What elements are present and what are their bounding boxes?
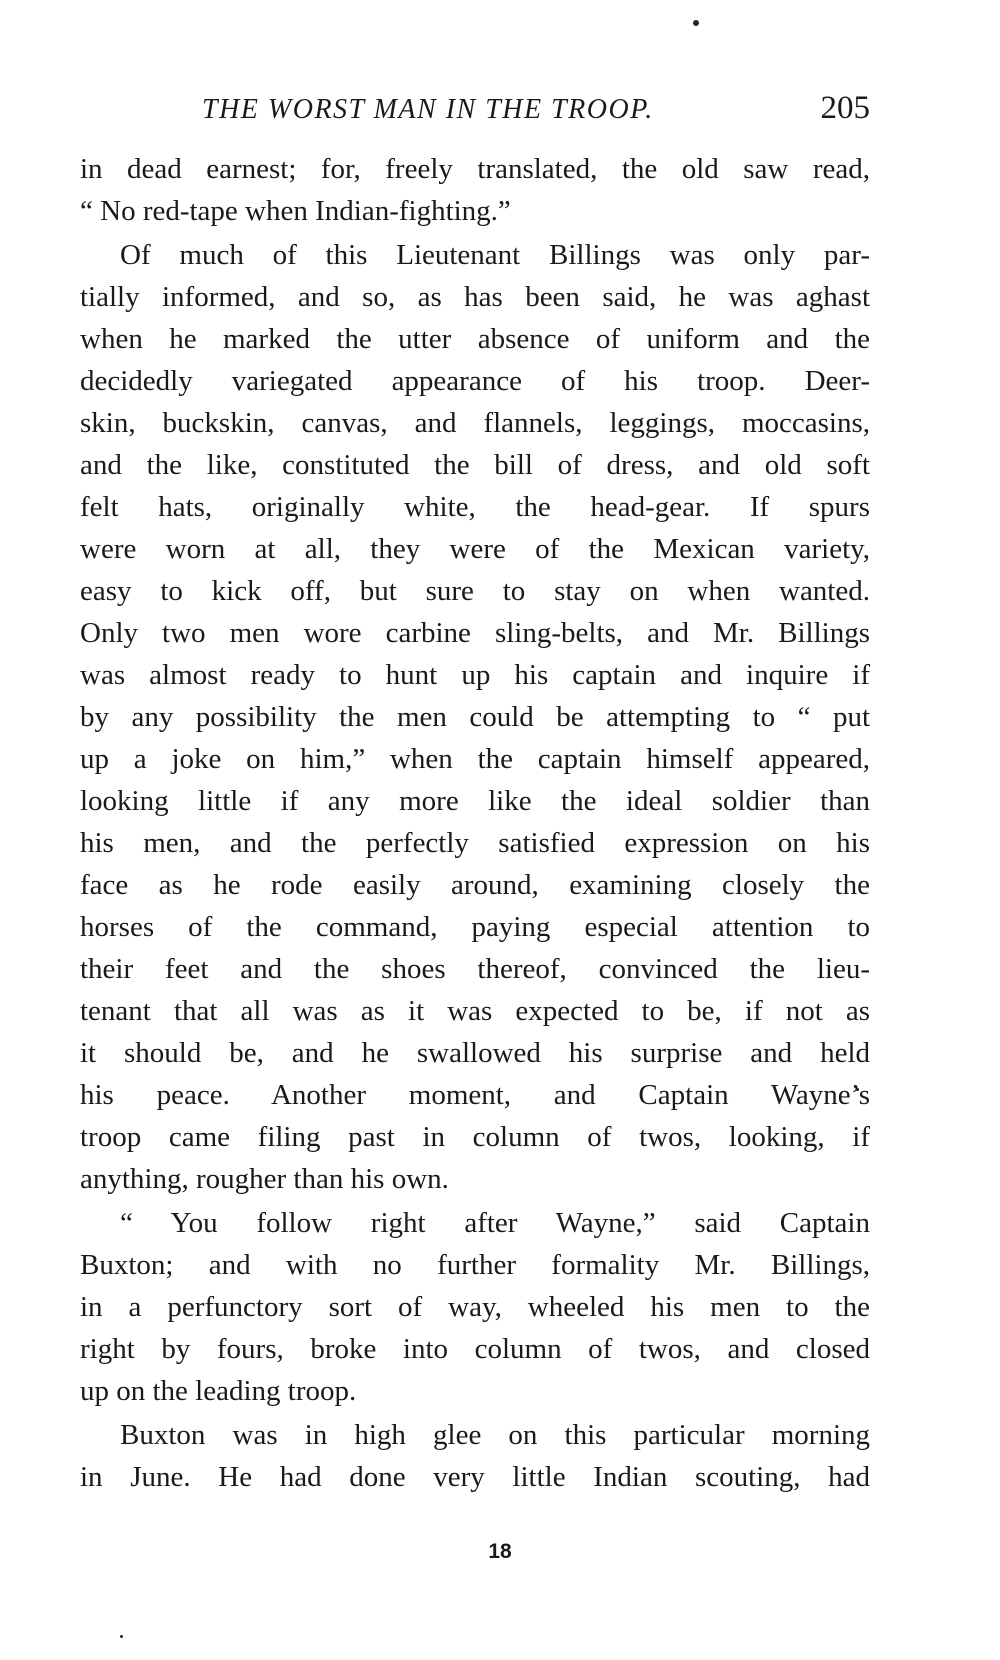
text-line: tially informed, and so, as has been said, he was aghast xyxy=(80,281,870,313)
text-line: horses of the command, paying especial attention to xyxy=(80,911,870,943)
text-line: easy to kick off, but sure to stay on when wanted. xyxy=(80,575,870,607)
ink-speck xyxy=(120,1635,123,1638)
text-line: and the like, constituted the bill of dress, and old soft xyxy=(80,449,870,481)
text-line: decidedly variegated appearance of his troop. Deer- xyxy=(80,365,870,397)
text-line: it should be, and he swallowed his surprise and held xyxy=(80,1037,870,1069)
text-line: Buxton; and with no further formality Mr. Billings, xyxy=(80,1249,870,1281)
text-line: right by fours, broke into column of twos, and closed xyxy=(80,1333,870,1365)
text-line: his men, and the perfectly satisfied expression on his xyxy=(80,827,870,859)
text-line: in dead earnest; for, freely translated, the old saw read, xyxy=(80,153,870,185)
text-line: in June. He had done very little Indian scouting, had xyxy=(80,1461,870,1493)
text-line: in a perfunctory sort of way, wheeled his men to the xyxy=(80,1291,870,1323)
text-line: tenant that all was as it was expected to be, if not as xyxy=(80,995,870,1027)
paragraph xyxy=(80,1414,870,1498)
text-line: looking little if any more like the ideal soldier than xyxy=(80,785,870,817)
page-number: 205 xyxy=(820,90,870,126)
text-line: “ No red-tape when Indian-fighting.” xyxy=(80,195,511,227)
text-line: face as he rode easily around, examining closely the xyxy=(80,869,870,901)
text-line: was almost ready to hunt up his captain and inquire if xyxy=(80,659,870,691)
text-line: his peace. Another moment, and Captain Wayne’s xyxy=(80,1079,870,1111)
text-line: Of much of this Lieutenant Billings was only par- xyxy=(120,239,870,271)
text-line: Buxton was in high glee on this particular morning xyxy=(120,1419,870,1451)
page-body xyxy=(80,148,870,1498)
ink-speck xyxy=(693,20,699,26)
text-line: when he marked the utter absence of uniform and the xyxy=(80,323,870,355)
paragraph xyxy=(80,234,870,1200)
text-line: by any possibility the men could be attempting to “ put xyxy=(80,701,870,733)
text-line: troop came filing past in column of twos, looking, if xyxy=(80,1121,870,1153)
paragraph xyxy=(80,1202,870,1412)
page-header xyxy=(80,90,870,140)
text-line: skin, buckskin, canvas, and flannels, leggings, moccasins, xyxy=(80,407,870,439)
text-line: were worn at all, they were of the Mexican variety, xyxy=(80,533,870,565)
text-line: their feet and the shoes thereof, convinced the lieu- xyxy=(80,953,870,985)
signature-mark: 18 xyxy=(488,1540,512,1563)
text-line: “ You follow right after Wayne,” said Captain xyxy=(120,1207,870,1239)
text-line: felt hats, originally white, the head-gear. If spurs xyxy=(80,491,870,523)
text-line: Only two men wore carbine sling-belts, and Mr. Billings xyxy=(80,617,870,649)
paragraph xyxy=(80,148,870,232)
running-head: THE WORST MAN IN THE TROOP. xyxy=(202,94,654,125)
text-line: anything, rougher than his own. xyxy=(80,1163,449,1195)
text-line: up a joke on him,” when the captain himself appeared, xyxy=(80,743,870,775)
text-line: up on the leading troop. xyxy=(80,1375,357,1407)
